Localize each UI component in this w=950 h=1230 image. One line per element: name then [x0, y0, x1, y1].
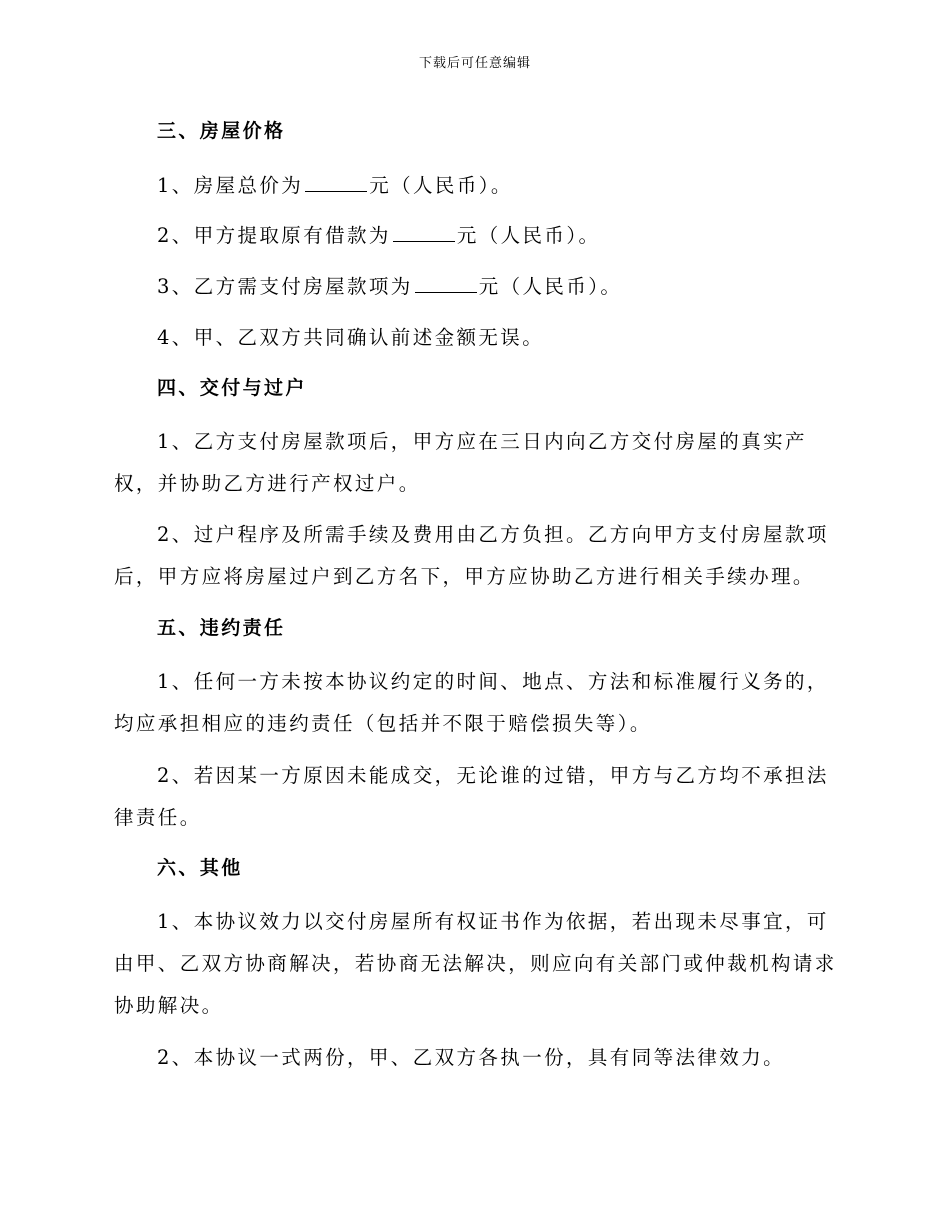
price-item-1-unit: 元（人民币）。	[369, 174, 513, 197]
amount-blank-2	[393, 240, 455, 242]
other-item-1-line-3: 协助解决。	[114, 994, 224, 1017]
section-heading-other: 六、其他	[157, 857, 243, 879]
section-heading-breach: 五、违约责任	[157, 617, 286, 639]
delivery-item-1-line-2: 权，并协助乙方进行产权过户。	[114, 472, 421, 495]
price-item-1	[157, 170, 513, 198]
breach-item-1-line-2: 均应承担相应的违约责任（包括并不限于赔偿损失等）。	[114, 712, 652, 735]
breach-item-2-line-1: 2、若因某一方原因未能成交，无论谁的过错，甲方与乙方均不承担法	[157, 764, 829, 787]
price-item-3-unit: 元（人民币）。	[478, 275, 623, 298]
section-heading-price: 三、房屋价格	[157, 120, 286, 142]
breach-item-2-line-2: 律责任。	[114, 806, 202, 829]
price-item-1-text: 1、房屋总价为	[157, 174, 304, 197]
delivery-item-2-line-1: 2、过户程序及所需手续及费用由乙方负担。乙方向甲方支付房屋款项	[157, 523, 829, 546]
other-item-1-line-1: 1、本协议效力以交付房屋所有权证书作为依据，若出现未尽事宜，可	[157, 910, 829, 933]
other-item-1-line-2: 由甲、乙双方协商解决，若协商无法解决，则应向有关部门或仲裁机构请求	[114, 952, 837, 975]
price-item-2-unit: 元（人民币）。	[456, 224, 601, 247]
other-item-2: 2、本协议一式两份，甲、乙双方各执一份，具有同等法律效力。	[157, 1046, 786, 1069]
price-item-3	[157, 271, 622, 299]
amount-blank-1	[305, 190, 367, 192]
amount-blank-3	[415, 291, 477, 293]
price-item-2-text: 2、甲方提取原有借款为	[157, 224, 391, 247]
price-item-3-text: 3、乙方需支付房屋款项为	[157, 275, 413, 298]
delivery-item-1-line-1: 1、乙方支付房屋款项后，甲方应在三日内向乙方交付房屋的真实产	[157, 430, 807, 453]
breach-item-1-line-1: 1、任何一方未按本协议约定的时间、地点、方法和标准履行义务的，	[157, 670, 829, 693]
page-header: 下载后可任意编辑	[418, 56, 531, 71]
price-item-4: 4、甲、乙双方共同确认前述金额无误。	[157, 326, 545, 349]
price-item-2	[157, 220, 600, 248]
section-heading-delivery: 四、交付与过户	[157, 377, 307, 399]
delivery-item-2-line-2: 后，甲方应将房屋过户到乙方名下，甲方应协助乙方进行相关手续办理。	[114, 565, 815, 588]
